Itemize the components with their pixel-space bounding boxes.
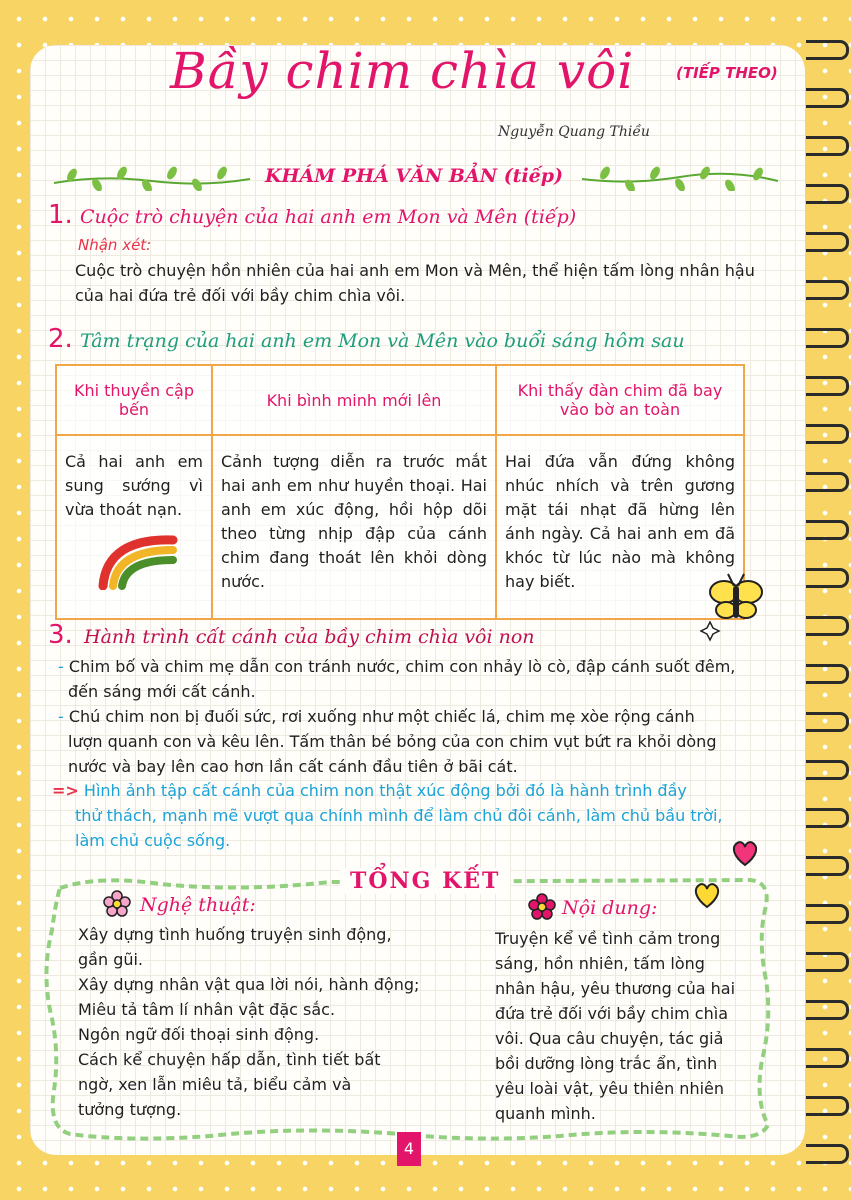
art-line: Cách kể chuyện hấp dẫn, tình tiết bất [78,1050,381,1069]
bullet-2-line-3: nước và bay lên cao hơn lần cất cánh đầu tiên ở bãi cát. [68,757,518,776]
section-1-title: Cuộc trò chuyện của hai anh em Mon và Mên (tiếp) [80,206,577,228]
content-line: yêu loài vật, yêu thiên nhiên [495,1079,725,1098]
author: Nguyễn Quang Thiều [498,124,650,140]
arrow-symbol: => [52,781,79,800]
section-1-number: 1. [48,200,73,230]
vine-right-decoration [580,165,780,191]
spiral-binding [805,40,851,1160]
heart-icon [730,838,760,868]
content-line: quanh mình. [495,1104,596,1123]
heart-icon [692,880,722,910]
summary-title: TỔNG KẾT [340,868,510,894]
table-cell: Cả hai anh em sung sướng vì vừa thoát nạn. [56,435,212,619]
section-3-number: 3. [48,620,73,650]
content-line: bồi dưỡng lòng trắc ẩn, tình [495,1054,718,1073]
content-line: vôi. Qua câu chuyện, tác giả [495,1029,724,1048]
section-1-line-2: của hai đứa trẻ đối với bầy chim chìa vôi. [75,286,406,305]
bullet-2-line-1: - Chú chim non bị đuối sức, rơi xuống như một chiếc lá, chim mẹ xòe rộng cánh [58,707,695,726]
table-header: Khi bình minh mới lên [212,365,496,435]
section-heading: KHÁM PHÁ VĂN BẢN (tiếp) [265,165,564,187]
art-line: ngờ, xen lẫn miêu tả, biểu cảm và [78,1075,352,1094]
content-line: Truyện kể về tình cảm trong [495,929,721,948]
section-2-title: Tâm trạng của hai anh em Mon và Mên vào buổi sáng hôm sau [80,330,685,352]
page-title: Bầy chim chìa vôi [170,42,635,100]
flower-icon [528,893,556,921]
bullet-1-line-2: đến sáng mới cất cánh. [68,682,256,701]
art-line: Ngôn ngữ đối thoại sinh động. [78,1025,320,1044]
content-line: đứa trẻ đối với bầy chim chìa [495,1004,728,1023]
vine-left-decoration [52,165,252,191]
conclusion-line-1: => Hình ảnh tập cất cánh của chim non thật xúc động bởi đó là hành trình đầy [52,781,687,800]
art-label: Nghệ thuật: [140,894,256,916]
table-header: Khi thấy đàn chim đã bay vào bờ an toàn [496,365,744,435]
butterfly-icon [700,570,770,642]
art-line: Xây dựng nhân vật qua lời nói, hành động; [78,975,420,994]
content-label: Nội dung: [562,897,658,919]
content-line: sáng, hồn nhiên, tấm lòng [495,954,705,973]
conclusion-line-3: làm chủ cuộc sống. [75,831,231,850]
art-line: Miêu tả tâm lí nhân vật đặc sắc. [78,1000,336,1019]
page-number: 4 [397,1132,421,1166]
content-line: nhân hậu, yêu thương của hai [495,979,736,998]
table-cell: Hai đứa vẫn đứng không nhúc nhích và trên gương mặt tái nhạt đã hừng lên ánh ngày. Cả hai anh em đã khóc từ lúc nào mà không hay biết. [496,435,744,619]
art-line: tưởng tượng. [78,1100,182,1119]
bullet-2-line-2: lượn quanh con và kêu lên. Tấm thân bé bỏng của con chim vụt bứt ra khỏi dòng [68,732,717,751]
bullet-1-line-1: - Chim bố và chim mẹ dẫn con tránh nước, chim con nhảy lò cò, đập cánh suốt đêm, [58,657,736,676]
art-line: Xây dựng tình huống truyện sinh động, [78,925,392,944]
table-header: Khi thuyền cập bến [56,365,212,435]
section-1-label: Nhận xét: [78,236,152,254]
section-1-line-1: Cuộc trò chuyện hồn nhiên của hai anh em Mon và Mên, thể hiện tấm lòng nhân hậu [75,261,755,280]
art-line: gần gũi. [78,950,144,969]
rainbow-illustration [95,528,179,590]
conclusion-line-2: thử thách, mạnh mẽ vượt qua chính mình để làm chủ đôi cánh, làm chủ bầu trời, [75,806,723,825]
table-cell: Cảnh tượng diễn ra trước mắt hai anh em như huyền thoại. Hai anh em xúc động, hồi hộp dõi theo từng nhịp đập của cánh chim đang thoát lên khỏi dòng nước. [212,435,496,619]
flower-icon [103,890,131,918]
section-3-title: Hành trình cất cánh của bầy chim chìa vôi non [84,626,535,648]
subtitle: (TIẾP THEO) [676,64,778,82]
section-2-number: 2. [48,324,73,354]
